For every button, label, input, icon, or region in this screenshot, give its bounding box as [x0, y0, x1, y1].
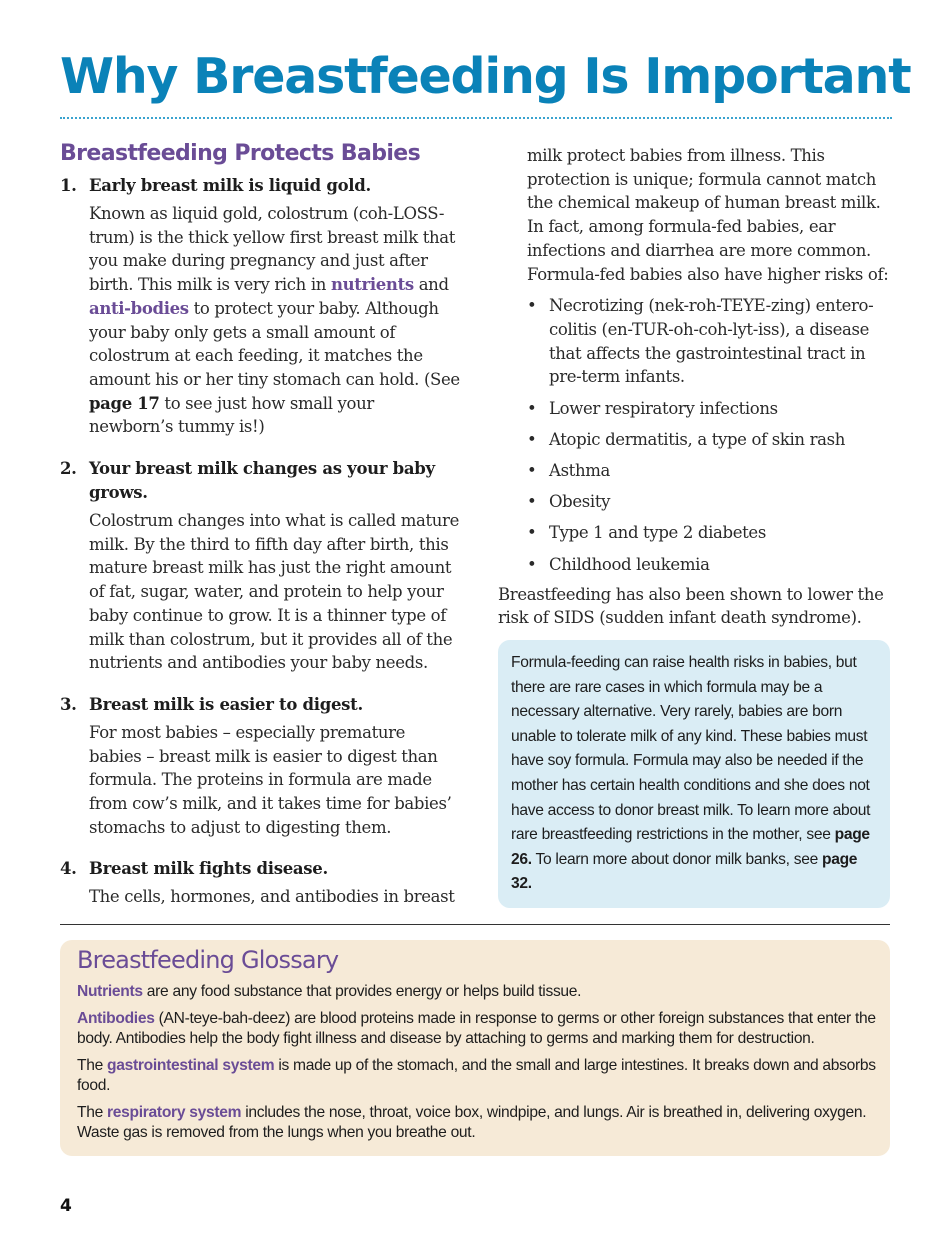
risk-item: • Childhood leukemia [498, 553, 890, 577]
item-body: The cells, hormones, and antibodies in breast [89, 887, 455, 907]
keyword-antibodies: anti-bodies [89, 298, 189, 318]
glossary-term: gastrointestinal system [107, 1056, 275, 1074]
glossary-box [60, 940, 890, 1156]
glossary-entry: The respiratory system includes the nose, throat, voice box, windpipe, and lungs. Air is breathed in, delivering oxygen. Waste gas is removed from the lungs when you breathe out. [77, 1103, 867, 1141]
item-body: Known as liquid gold, colostrum (coh-LOSS-trum) is the thick yellow first breast milk that you make during pregnancy and just after birth. This milk is very rich in nutrients and anti-bodies to protect your baby. Although your baby only gets a small amount of colostrum at each feeding, it matches the amount his or her tiny stomach can hold. (See page 17 to see just how small your newborn’s tummy is!) [89, 204, 460, 437]
bullet-icon: • [527, 296, 537, 316]
formula-callout-box: Formula-feeding can raise health risks in babies, but there are rare cases in which formula may be a necessary alternative. Very rarely, babies are born unable to tolerate milk of any kind. These babies must have soy formula. Formula may also be needed if the mother has certain health conditions and she does not have access to donor breast milk. To learn more about rare breastfeeding restrictions in the mother, see page 26. To learn more about donor milk banks, see page 32. [498, 640, 890, 908]
glossary-term: respiratory system [107, 1103, 242, 1121]
item-number: 4. [60, 859, 77, 879]
bullet-icon: • [527, 492, 537, 512]
left-column [60, 141, 460, 927]
glossary-term: Antibodies [77, 1009, 155, 1027]
page-number: 4 [60, 1196, 72, 1216]
item-heading: Breast milk fights disease. [89, 859, 328, 879]
bullet-icon: • [527, 398, 537, 418]
bullet-icon: • [527, 429, 537, 449]
page-reference: page 17 [89, 393, 160, 413]
right-column [498, 144, 890, 630]
item-body-continued: milk protect babies from illness. This protection is unique; formula cannot match the chemical makeup of human breast milk. In fact, among formula-fed babies, ear infections and diarrhea are more common. Formula-fed babies also have higher risks of: [527, 146, 889, 284]
list-item [60, 857, 460, 909]
glossary-term: Nutrients [77, 983, 143, 1000]
risk-list [498, 294, 890, 576]
item-number: 3. [60, 694, 77, 714]
item-body: For most babies – especially premature babies – breast milk is easier to digest than formula. The proteins in formula are made from cow’s milk, and it takes time for babies’ stomachs to adjust to digesting them. [89, 722, 452, 837]
item-number: 2. [60, 459, 77, 479]
glossary-entry: Nutrients are any food substance that provides energy or helps build tissue. [77, 983, 582, 1000]
page-reference: page 26. [511, 826, 870, 868]
item-heading: Early breast milk is liquid gold. [89, 176, 371, 195]
bullet-icon: • [527, 523, 537, 543]
item-heading: Your breast milk changes as your baby grows. [89, 459, 435, 503]
item-body: Colostrum changes into what is called mature milk. By the third to fifth day after birth, this mature breast milk has just the right amount of fat, sugar, water, and protein to help your baby continue to grow. It is a thinner type of milk than colostrum, but it provides all of the nutrients and antibodies your baby needs. [89, 511, 460, 673]
list-item [60, 457, 460, 675]
risk-item: • Asthma [498, 459, 890, 483]
risk-item: • Atopic dermatitis, a type of skin rash [498, 428, 890, 452]
page-title: Why Breastfeeding Is Important [60, 48, 911, 105]
title-divider [60, 117, 892, 119]
item-heading: Breast milk is easier to digest. [89, 694, 363, 714]
risk-item: • Type 1 and type 2 diabetes [498, 521, 890, 545]
risk-item: • Obesity [498, 490, 890, 514]
item-number: 1. [60, 176, 77, 195]
risk-item: • Necrotizing (nek-roh-TEYE-zing) entero-colitis (en-TUR-oh-coh-lyt-iss), a disease that affects the gastrointestinal tract in pre-term infants. [527, 296, 874, 387]
sids-paragraph: Breastfeeding has also been shown to lower the risk of SIDS (sudden infant death syndrome). [498, 584, 884, 628]
list-item [60, 174, 460, 439]
page-reference: page 32. [511, 850, 858, 893]
list-item [60, 693, 460, 840]
keyword-nutrients: nutrients [330, 275, 414, 295]
section-divider [60, 924, 890, 925]
glossary-entry: Antibodies (AN-teye-bah-deez) are blood proteins made in response to germs or other foreign substances that enter the body. Antibodies help the body fight illness and disease by attaching to germs and marking them for destruction. [77, 1009, 876, 1047]
risk-item: • Lower respiratory infections [498, 397, 890, 421]
glossary-entry: The gastrointestinal system is made up of the stomach, and the small and large intestines. It breaks down and absorbs food. [77, 1056, 876, 1094]
section-heading: Breastfeeding Protects Babies [60, 141, 421, 166]
bullet-icon: • [527, 554, 537, 574]
glossary-title: Breastfeeding Glossary [77, 946, 339, 974]
bullet-icon: • [527, 460, 537, 480]
